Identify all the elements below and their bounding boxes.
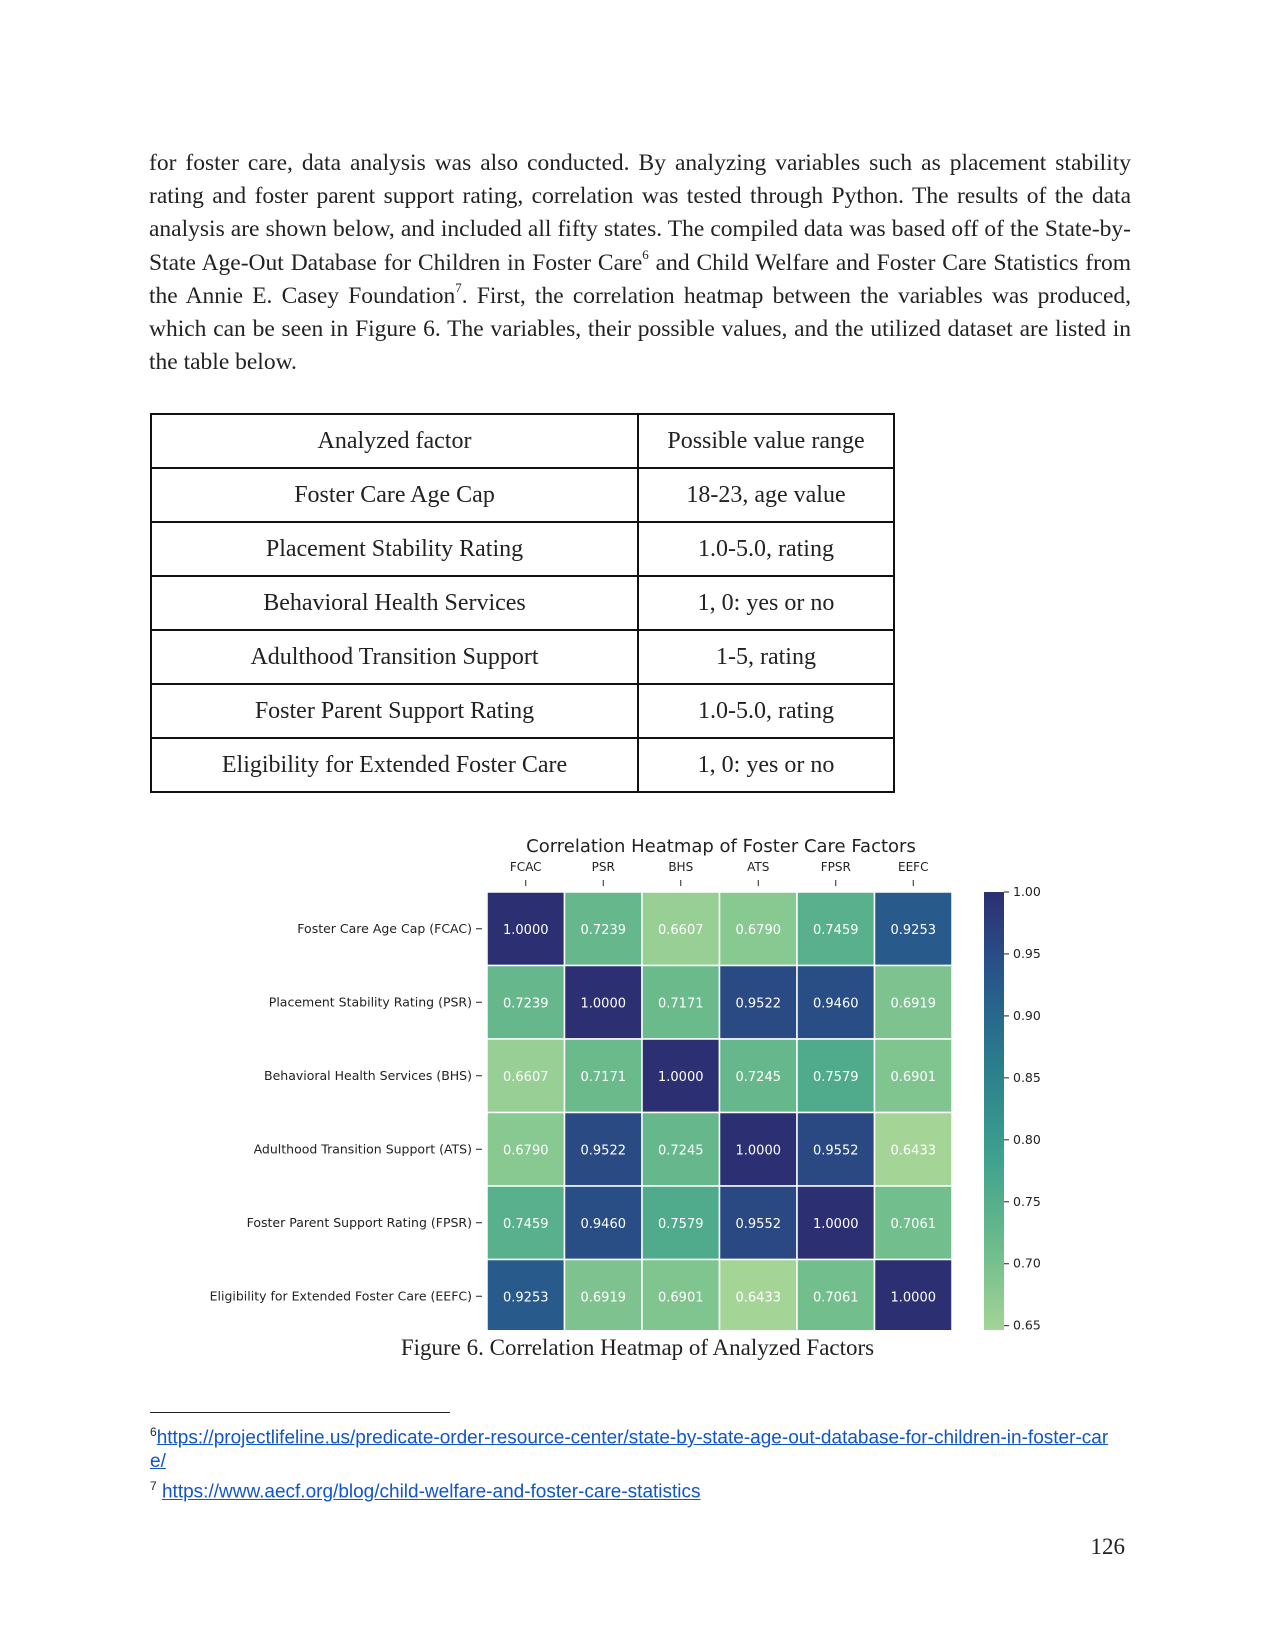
footnote-7 [150, 1474, 1120, 1504]
heatmap-cell-label: 0.6919 [890, 996, 936, 1012]
table-cell-range: 1, 0: yes or no [638, 576, 894, 630]
heatmap-cell-label: 0.6607 [658, 922, 704, 938]
figure-caption: Figure 6. Correlation Heatmap of Analyzed Factors [400, 1335, 875, 1360]
colorbar-tick-label: 0.95 [1013, 945, 1041, 961]
table-cell-factor: Foster Parent Support Rating [151, 684, 638, 738]
heatmap-cell-label: 0.9253 [890, 922, 936, 938]
x-tick-label: EEFC [898, 860, 929, 874]
heatmap-cell-label: 0.7579 [813, 1069, 859, 1085]
table-row [151, 630, 894, 684]
colorbar-tick-label: 0.70 [1013, 1255, 1041, 1271]
body-paragraph [149, 147, 1131, 379]
table-cell-range: 1-5, rating [638, 630, 894, 684]
heatmap-cell-label: 0.6901 [658, 1290, 704, 1306]
y-tick-label: Eligibility for Extended Foster Care (EEFC) [209, 1288, 472, 1304]
heatmap-cell-label: 0.9522 [735, 996, 781, 1012]
x-tick-label: FPSR [820, 860, 851, 874]
page-number: 126 [1090, 1534, 1125, 1559]
heatmap-cell-label: 0.7239 [580, 922, 626, 938]
colorbar-tick-label: 1.00 [1013, 884, 1041, 899]
table-row [151, 738, 894, 792]
heatmap-cell-label: 0.7171 [580, 1069, 626, 1085]
table-header-range: Possible value range [638, 414, 894, 468]
y-tick-label: Foster Care Age Cap (FCAC) [297, 920, 472, 936]
table-header-factor: Analyzed factor [151, 414, 638, 468]
heatmap-title: Correlation Heatmap of Foster Care Factors [526, 836, 916, 857]
colorbar [984, 892, 1004, 1330]
heatmap-cell-label: 0.6433 [890, 1143, 936, 1159]
table-row [151, 576, 894, 630]
heatmap-cell-label: 0.7239 [503, 996, 549, 1012]
footnotes [150, 1420, 1120, 1505]
table-cell-factor: Eligibility for Extended Foster Care [151, 738, 638, 792]
heatmap-cell-label: 0.7245 [658, 1143, 704, 1159]
heatmap-cell-label: 0.6790 [735, 922, 781, 938]
heatmap-cell-label: 0.9522 [580, 1143, 626, 1159]
x-tick-label: ATS [747, 860, 770, 874]
colorbar-tick-label: 0.90 [1013, 1007, 1041, 1023]
heatmap-cell-label: 0.6790 [503, 1143, 549, 1159]
colorbar-tick-label: 0.85 [1013, 1069, 1041, 1085]
table-cell-range: 1, 0: yes or no [638, 738, 894, 792]
table-cell-factor: Foster Care Age Cap [151, 468, 638, 522]
heatmap-cell-label: 0.9253 [503, 1290, 549, 1306]
factors-table [150, 413, 895, 793]
table-row [151, 684, 894, 738]
table-cell-factor: Adulthood Transition Support [151, 630, 638, 684]
footnote-6 [150, 1420, 1120, 1474]
footnote-divider [150, 1412, 450, 1413]
body-text-3: . First, the correlation heatmap between the variables was produced, which can be seen in Figure 6. The variables, their possible values, and the utilized dataset are listed in the table below. [149, 282, 1131, 376]
x-tick-label: BHS [668, 860, 694, 874]
heatmap-cell-label: 0.9460 [580, 1216, 626, 1232]
heatmap-cell-label: 0.7459 [503, 1216, 549, 1232]
table-cell-range: 18-23, age value [638, 468, 894, 522]
heatmap-cell-label: 1.0000 [735, 1143, 781, 1159]
heatmap-cell-label: 1.0000 [813, 1216, 859, 1232]
correlation-heatmap [180, 834, 1080, 1330]
heatmap-cell-label: 1.0000 [503, 922, 549, 938]
heatmap-cell-label: 1.0000 [658, 1069, 704, 1085]
y-tick-label: Foster Parent Support Rating (FPSR) [246, 1214, 472, 1230]
heatmap-cell-label: 0.6901 [890, 1069, 936, 1085]
footnote-6-mark: 6 [150, 1425, 157, 1439]
heatmap-cell-label: 0.6433 [735, 1290, 781, 1306]
body-text-1: for foster care, data analysis was also conducted. By analyzing variables such as placement stability rating and foster parent support rating, correlation was tested through Python. The results of the data analysis are shown below, and included all fifty states. The compiled data was based off of the State-by-State Age-Out Database for Children in Foster Care [149, 150, 1131, 276]
body-text-2: and Child Welfare and Foster Care Statistics from the Annie E. Casey Foundation [149, 249, 1131, 309]
y-tick-label: Behavioral Health Services (BHS) [264, 1067, 472, 1083]
x-tick-label: PSR [591, 860, 615, 874]
heatmap-cell-label: 0.9552 [813, 1143, 859, 1159]
heatmap-cell-label: 1.0000 [890, 1290, 936, 1306]
heatmap-cell-label: 0.7171 [658, 996, 704, 1012]
table-header-row [151, 414, 894, 468]
y-tick-label: Placement Stability Rating (PSR) [268, 994, 472, 1010]
table-row [151, 468, 894, 522]
footnote-6-link[interactable]: https://projectlifeline.us/predicate-order-resource-center/state-by-state-age-out-database-for-children-in-foster-care/ [150, 1427, 1109, 1473]
footnote-ref-7[interactable]: 7 [455, 279, 462, 295]
heatmap-cell-label: 0.7245 [735, 1069, 781, 1085]
footnote-ref-6[interactable]: 6 [642, 246, 649, 262]
heatmap-cell-label: 0.7459 [813, 922, 859, 938]
colorbar-tick-label: 0.65 [1013, 1317, 1041, 1330]
colorbar-tick-label: 0.75 [1013, 1193, 1041, 1209]
y-tick-label: Adulthood Transition Support (ATS) [253, 1141, 472, 1157]
footnote-7-mark: 7 [150, 1479, 157, 1494]
table-cell-range: 1.0-5.0, rating [638, 684, 894, 738]
heatmap-cell-label: 0.7061 [813, 1290, 859, 1306]
footnote-7-link[interactable]: https://www.aecf.org/blog/child-welfare-and-foster-care-statistics [161, 1481, 701, 1503]
heatmap-cell-label: 0.6607 [503, 1069, 549, 1085]
table-cell-factor: Placement Stability Rating [151, 522, 638, 576]
table-cell-factor: Behavioral Health Services [151, 576, 638, 630]
heatmap-cell-label: 0.6919 [580, 1290, 626, 1306]
heatmap-cell-label: 1.0000 [580, 996, 626, 1012]
heatmap-cell-label: 0.7061 [890, 1216, 936, 1232]
heatmap-cell-label: 0.7579 [658, 1216, 704, 1232]
heatmap-cell-label: 0.9460 [813, 996, 859, 1012]
table-row [151, 522, 894, 576]
heatmap-cell-label: 0.9552 [735, 1216, 781, 1232]
colorbar-tick-label: 0.80 [1013, 1131, 1041, 1147]
x-tick-label: FCAC [509, 860, 542, 874]
table-cell-range: 1.0-5.0, rating [638, 522, 894, 576]
